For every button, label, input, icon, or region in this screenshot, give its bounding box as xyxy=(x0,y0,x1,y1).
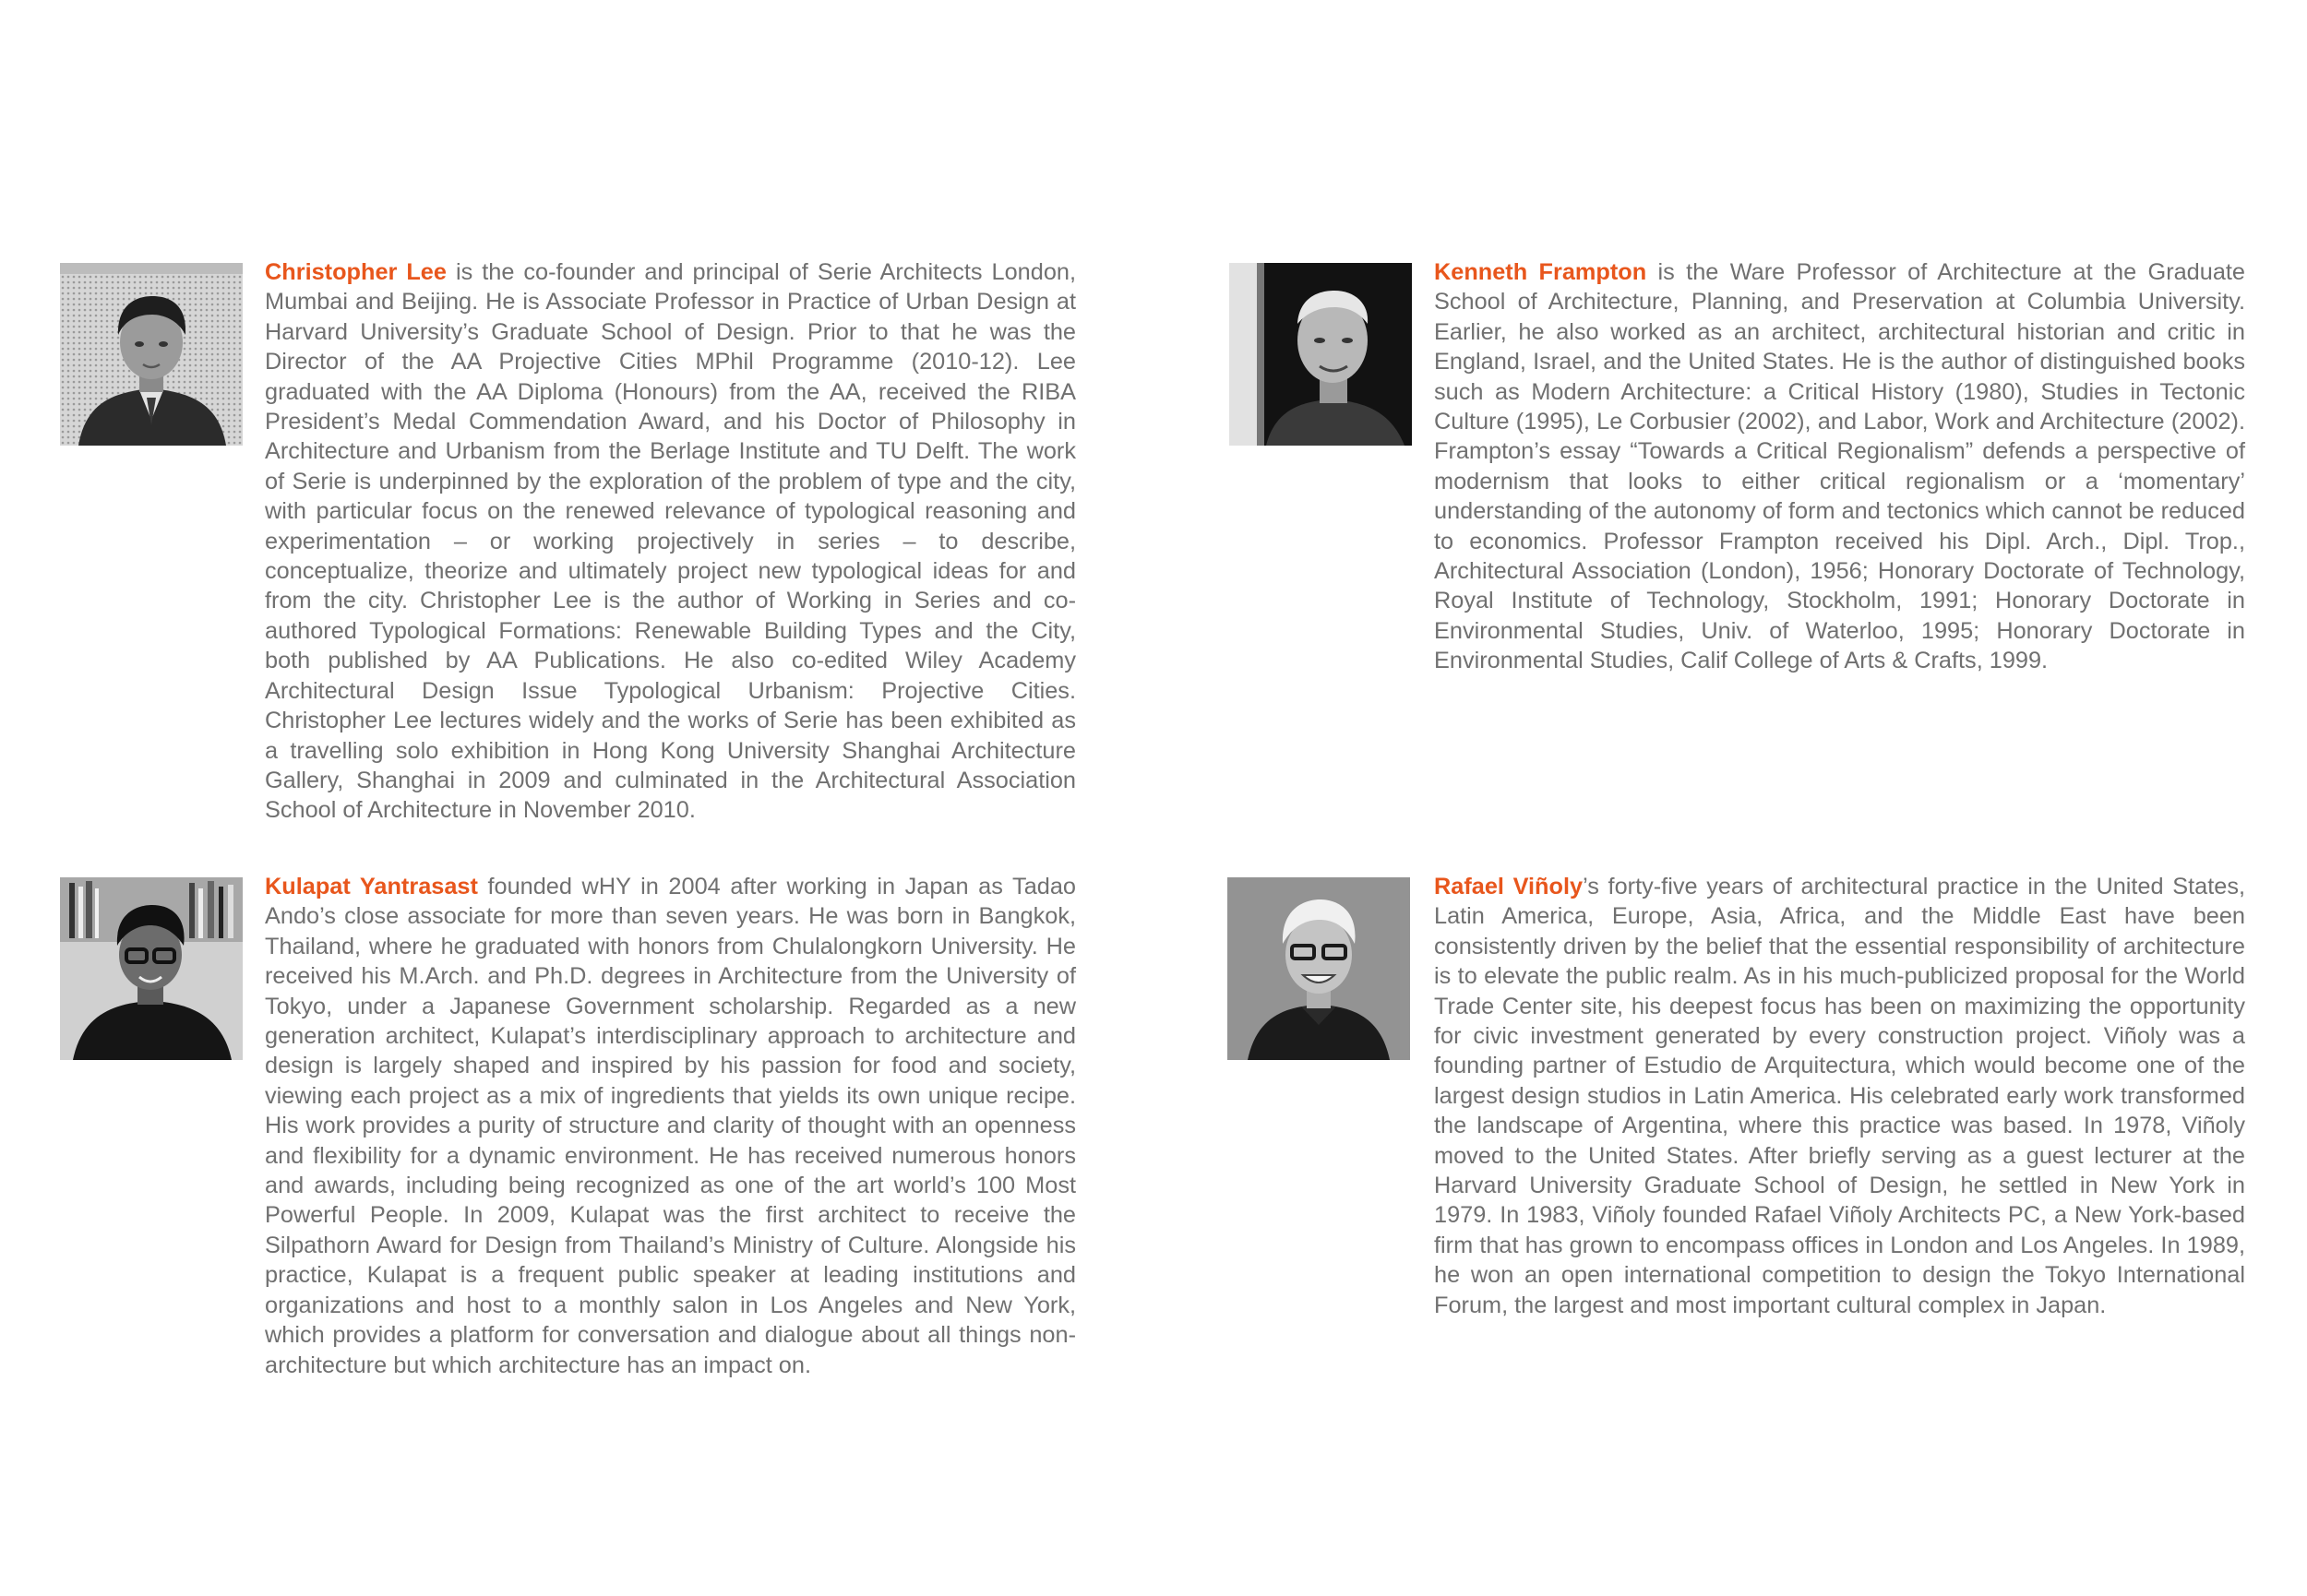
bio-text-kulapat-yantrasast xyxy=(265,872,1076,1380)
portrait-photo-kulapat-yantrasast xyxy=(60,877,243,1060)
bio-text-rafael-vinoly xyxy=(1434,872,2245,1320)
portrait-illustration xyxy=(60,877,243,1060)
portrait-illustration xyxy=(1227,877,1410,1060)
bio-text-christopher-lee xyxy=(265,257,1076,826)
bio-name: Kenneth Frampton xyxy=(1434,259,1647,285)
bio-name: Kulapat Yantrasast xyxy=(265,874,478,899)
portrait-photo-kenneth-frampton xyxy=(1229,263,1412,446)
portrait-illustration xyxy=(60,263,243,446)
bio-body: ’s forty-five years of architectural practice in the United States, Latin America, Europe, Asia, Africa, and the Middle East have been consistently driven by the belief that the essential responsibility of architecture is to elevate the public realm. As in his much-publicized proposal for the World Trade Center site, his deepest focus has been on maximizing the opportunity for civic investment generated by every construction project. Viñoly was a founding partner of Estudio de Arquitectura, which would become one of the largest design studios in Latin America. His celebrated early work transformed the landscape of Argentina, where this practice was based. In 1978, Viñoly moved to the United States. After briefly serving as a guest lecturer at the Harvard University Graduate School of Design, he settled in New York in 1979. In 1983, Viñoly founded Rafael Viñoly Architects PC, a New York-based firm that has grown to encompass offices in London and Los Angeles. In 1989, he won an open international competition to design the Tokyo International Forum, the largest and most important cultural complex in Japan. xyxy=(1434,874,2245,1318)
bio-body: is the Ware Professor of Architecture at the Graduate School of Architecture, Planning, and Preservation at Columbia University. Earlier, he also worked as an architect, architectural historian and critic in England, Israel, and the United States. He is the author of distinguished books such as Modern Architecture: a Critical History (1980), Studies in Tectonic Culture (1995), Le Corbusier (2002), and Labor, Work and Architecture (2002). Frampton’s essay “Towards a Critical Regionalism” defends a perspective of modernism that looks to either critical regionalism or a ‘momentary’ understanding of the autonomy of form and tectonics which cannot be reduced to economics. Professor Frampton received his Dipl. Arch., Dipl. Trop., Architectural Association (London), 1956; Honorary Doctorate of Technology, Royal Institute of Technology, Stockholm, 1991; Honorary Doctorate in Environmental Studies, Univ. of Waterloo, 1995; Honorary Doctorate in Environmental Studies, Calif College of Arts & Crafts, 1999. xyxy=(1434,259,2245,674)
bio-name: Christopher Lee xyxy=(265,259,447,285)
bio-text-kenneth-frampton xyxy=(1434,257,2245,676)
bio-body: founded wHY in 2004 after working in Japan as Tadao Ando’s close associate for more than seven years. He was born in Bangkok, Thailand, where he graduated with honors from Chulalongkorn University. He received his M.Arch. and Ph.D. degrees in Architecture from the University of Tokyo, under a Japanese Government scholarship. Regarded as a new generation architect, Kulapat’s interdisciplinary approach to architecture and design is largely shaped and inspired by his passion for food and society, viewing each project as a mix of ingredients that yields its own unique recipe. His work provides a purity of structure and clarity of thought with an openness and flexibility for a dynamic environment. He has received numerous honors and awards, including being recognized as one of the art world’s 100 Most Powerful People. In 2009, Kulapat was the first architect to receive the Silpathorn Award for Design from Thailand’s Ministry of Culture. Alongside his practice, Kulapat is a frequent public speaker at leading institutions and organizations and host to a monthly salon in Los Angeles and New York, which provides a platform for conversation and dialogue about all things non-architecture but which architecture has an impact on. xyxy=(265,874,1076,1378)
portrait-photo-rafael-vinoly xyxy=(1227,877,1410,1060)
bio-body: is the co-founder and principal of Serie Architects London, Mumbai and Beijing. He is Associate Professor in Practice of Urban Design at Harvard University’s Graduate School of Design. Prior to that he was the Director of the AA Projective Cities MPhil Programme (2010-12). Lee graduated with the AA Diploma (Honours) from the AA, received the RIBA President’s Medal Commendation Award, and his Doctor of Philosophy in Architecture and Urbanism from the Berlage Institute and TU Delft. The work of Serie is underpinned by the exploration of the problem of type and the city, with particular focus on the renewed relevance of typological reasoning and experimentation – or working projectively in series – to describe, conceptualize, theorize and ultimately project new typological ideas for and from the city. Christopher Lee is the author of Working in Series and co-authored Typological Formations: Renewable Building Types and the City, both published by AA Publications. He also co-edited Wiley Academy Architectural Design Issue Typological Urbanism: Projective Cities. Christopher Lee lectures widely and the works of Serie has been exhibited as a travelling solo exhibition in Hong Kong University Shanghai Architecture Gallery, Shanghai in 2009 and culminated in the Architectural Association School of Architecture in November 2010. xyxy=(265,259,1076,824)
portrait-illustration xyxy=(1229,263,1412,446)
portrait-photo-christopher-lee xyxy=(60,263,243,446)
bio-name: Rafael Viñoly xyxy=(1434,874,1584,899)
